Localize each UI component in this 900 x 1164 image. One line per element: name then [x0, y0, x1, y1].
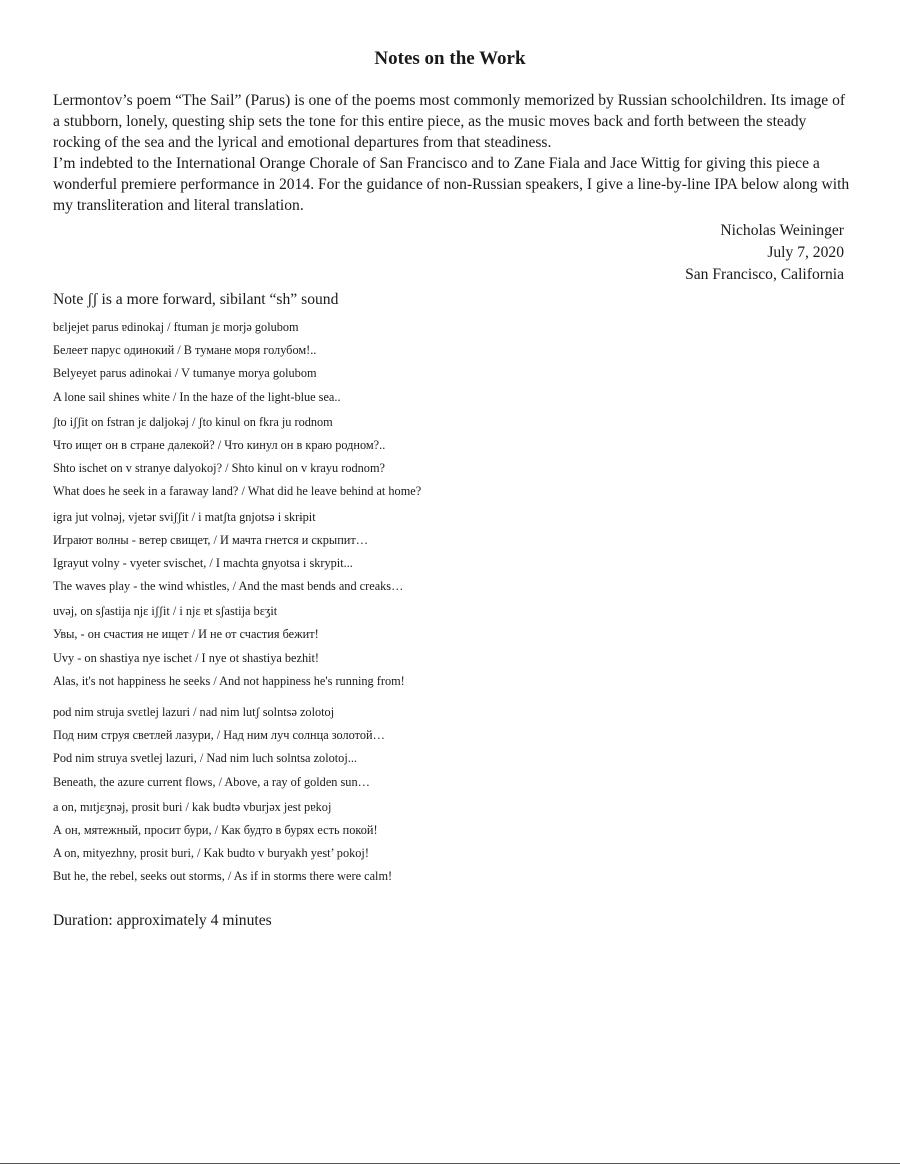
ipa-line: bɛljejet parus ɐdinokaj / ftuman jɛ morjə golubom [53, 320, 299, 334]
transliteration-line: Igrayut volny - vyeter svischet, / I machta gnyotsa i skrypit... [53, 555, 353, 570]
russian-line: Белеет парус одинокий / В тумане моря голубом!.. [53, 343, 317, 358]
ipa-line: uvəj, on sʃastija njɛ iʃʃit / i njɛ ɐt sʃastija bɛʒit [53, 604, 278, 619]
ipa-line: a on, mɪtjɛʒnəj, prosit buri / kak budtə vburjəx jest pɐkoj [53, 799, 332, 814]
ipa-line: ʃto iʃʃit on fstran jɛ daljokəj / ʃto kinul on fkra ju rodnom [53, 414, 333, 429]
author-name: Nicholas Weininger [720, 222, 844, 239]
stanza-4 [53, 600, 853, 693]
translation-line: A lone sail shines white / In the haze of the light-blue sea.. [53, 389, 341, 404]
intro-text [53, 90, 853, 216]
ipa-line: pod nim strujа svɛtlej lazuri / nad nim lutʃ solntsə zolotoj [53, 705, 335, 719]
signature-block [685, 220, 844, 286]
transliteration-line: Belyeyet parus adinokai / V tumanye morya golubom [53, 366, 317, 381]
page-title: Notes on the Work [374, 48, 526, 69]
russian-line: Увы, - он счастия не ищет / И не от счастия бежит! [53, 627, 319, 642]
stanza-1 [53, 316, 853, 409]
russian-line: Под ним струя светлей лазури, / Над ним луч солнца золотой… [53, 728, 385, 743]
russian-line: Что ищет он в стране далекой? / Что кинул он в краю родном?.. [53, 437, 386, 452]
pronunciation-note: Note ʃʃ is a more forward, sibilant “sh” sound [53, 291, 339, 308]
stanza-3 [53, 506, 853, 599]
duration-note: Duration: approximately 4 minutes [53, 912, 272, 929]
translation-line: What does he seek in a faraway land? / What did he leave behind at home? [53, 484, 422, 499]
intro-paragraph-1: Lermontov’s poem “The Sail” (Parus) is one of the poems most commonly memorized by Russian schoolchildren. Its image of a stubborn, lonely, questing ship sets the tone for this entire piece, as the music moves back and forth between the steady rocking of the sea and the lyrical and emotional departures from that steadiness. [53, 92, 846, 151]
translation-line: Alas, it's not happiness he seeks / And not happiness he's running from! [53, 673, 405, 688]
intro-paragraph-2: I’m indebted to the International Orange Chorale of San Francisco and to Zane Fiala and Jace Wittig for giving this piece a wonderful premiere performance in 2014. For the guidance of non-Russian speakers, I give a line-by-line IPA below along with my transliteration and literal translation. [53, 155, 850, 214]
ipa-line: igra jut volnəj, vjetər sviʃʃit / i matʃta gnjotsə i skrɨpit [53, 509, 316, 524]
signature-place: San Francisco, California [685, 266, 844, 283]
stanza-6 [53, 796, 853, 889]
translation-line: But he, the rebel, seeks out storms, / As if in storms there were calm! [53, 869, 393, 884]
transliteration-line: A on, mityezhny, prosit buri, / Kak budto v buryakh yest’ pokoj! [53, 846, 369, 861]
russian-line: А он, мятежный, просит бури, / Как будто в бурях есть покой! [53, 822, 378, 837]
signature-date: July 7, 2020 [767, 244, 844, 261]
stanza-5 [53, 701, 853, 794]
russian-line: Играют волны - ветер свищет, / И мачта гнется и скрыпит… [53, 532, 369, 547]
transliteration-line: Uvy - on shastiya nye ischet / I nye ot shastiya bezhit! [53, 650, 320, 665]
translation-line: The waves play - the wind whistles, / And the mast bends and creaks… [53, 579, 404, 594]
translation-line: Beneath, the azure current flows, / Above, a ray of golden sun… [53, 774, 370, 789]
poem-stanzas [53, 316, 853, 889]
transliteration-line: Pod nim struya svetlej lazuri, / Nad nim luch solntsa zolotoj... [53, 751, 357, 766]
transliteration-line: Shto ischet on v stranye dalyokoj? / Shto kinul on v krayu rodnom? [53, 461, 385, 476]
stanza-2 [53, 411, 853, 504]
